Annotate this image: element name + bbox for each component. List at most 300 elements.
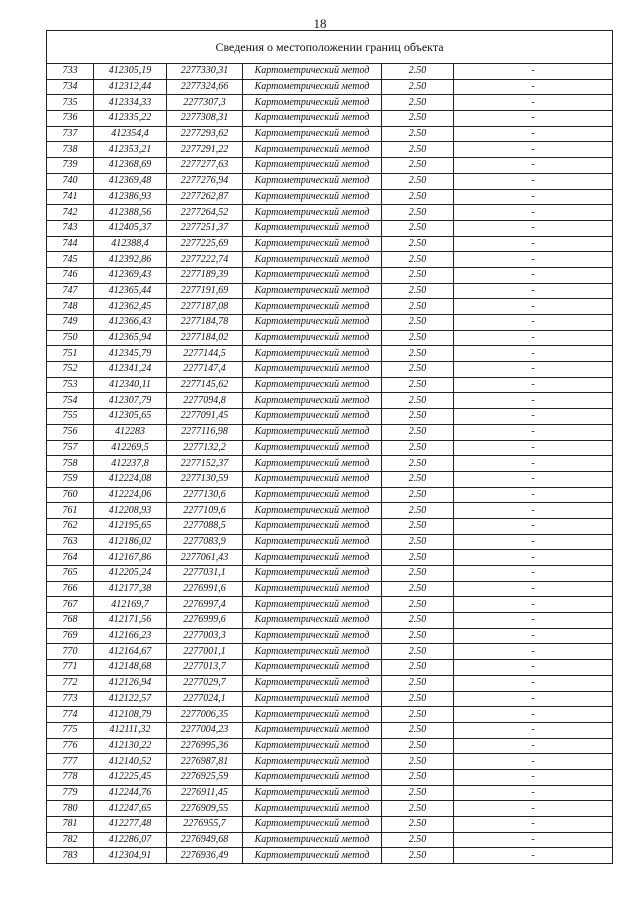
table-row — [47, 158, 613, 174]
point-number-cell: 766 — [47, 581, 94, 597]
point-number-cell: 775 — [47, 722, 94, 738]
precision-cell: 2.50 — [382, 299, 454, 315]
x-coordinate-cell: 412312,44 — [94, 79, 167, 95]
point-number-cell: 756 — [47, 424, 94, 440]
y-coordinate-cell: 2277004,23 — [167, 722, 243, 738]
description-cell: - — [454, 330, 613, 346]
precision-cell: 2.50 — [382, 440, 454, 456]
precision-cell: 2.50 — [382, 503, 454, 519]
y-coordinate-cell: 2277293,62 — [167, 126, 243, 142]
method-cell: Картометрический метод — [243, 315, 382, 331]
y-coordinate-cell: 2277147,4 — [167, 362, 243, 378]
table-row — [47, 79, 613, 95]
point-number-cell: 771 — [47, 660, 94, 676]
precision-cell: 2.50 — [382, 848, 454, 864]
precision-cell: 2.50 — [382, 487, 454, 503]
precision-cell: 2.50 — [382, 550, 454, 566]
x-coordinate-cell: 412224,06 — [94, 487, 167, 503]
method-cell: Картометрический метод — [243, 644, 382, 660]
x-coordinate-cell: 412140,52 — [94, 754, 167, 770]
description-cell: - — [454, 534, 613, 550]
method-cell: Картометрический метод — [243, 566, 382, 582]
x-coordinate-cell: 412126,94 — [94, 675, 167, 691]
method-cell: Картометрический метод — [243, 722, 382, 738]
x-coordinate-cell: 412353,21 — [94, 142, 167, 158]
y-coordinate-cell: 2277088,5 — [167, 518, 243, 534]
method-cell: Картометрический метод — [243, 801, 382, 817]
y-coordinate-cell: 2277184,78 — [167, 315, 243, 331]
point-number-cell: 776 — [47, 738, 94, 754]
precision-cell: 2.50 — [382, 189, 454, 205]
method-cell: Картометрический метод — [243, 189, 382, 205]
description-cell: - — [454, 738, 613, 754]
description-cell: - — [454, 111, 613, 127]
method-cell: Картометрический метод — [243, 252, 382, 268]
method-cell: Картометрический метод — [243, 738, 382, 754]
precision-cell: 2.50 — [382, 722, 454, 738]
y-coordinate-cell: 2277031,1 — [167, 566, 243, 582]
precision-cell: 2.50 — [382, 581, 454, 597]
description-cell: - — [454, 691, 613, 707]
method-cell: Картометрический метод — [243, 111, 382, 127]
method-cell: Картометрический метод — [243, 769, 382, 785]
point-number-cell: 749 — [47, 315, 94, 331]
table-row — [47, 252, 613, 268]
precision-cell: 2.50 — [382, 393, 454, 409]
x-coordinate-cell: 412305,19 — [94, 64, 167, 80]
precision-cell: 2.50 — [382, 142, 454, 158]
table-row — [47, 111, 613, 127]
method-cell: Картометрический метод — [243, 283, 382, 299]
point-number-cell: 761 — [47, 503, 94, 519]
table-row — [47, 769, 613, 785]
method-cell: Картометрический метод — [243, 409, 382, 425]
y-coordinate-cell: 2277130,59 — [167, 471, 243, 487]
point-number-cell: 751 — [47, 346, 94, 362]
description-cell: - — [454, 409, 613, 425]
x-coordinate-cell: 412166,23 — [94, 628, 167, 644]
description-cell: - — [454, 487, 613, 503]
point-number-cell: 750 — [47, 330, 94, 346]
precision-cell: 2.50 — [382, 111, 454, 127]
x-coordinate-cell: 412369,48 — [94, 173, 167, 189]
description-cell: - — [454, 267, 613, 283]
description-cell: - — [454, 707, 613, 723]
x-coordinate-cell: 412305,65 — [94, 409, 167, 425]
precision-cell: 2.50 — [382, 644, 454, 660]
precision-cell: 2.50 — [382, 566, 454, 582]
description-cell: - — [454, 832, 613, 848]
x-coordinate-cell: 412354,4 — [94, 126, 167, 142]
y-coordinate-cell: 2277091,45 — [167, 409, 243, 425]
y-coordinate-cell: 2277225,69 — [167, 236, 243, 252]
method-cell: Картометрический метод — [243, 534, 382, 550]
x-coordinate-cell: 412368,69 — [94, 158, 167, 174]
description-cell: - — [454, 613, 613, 629]
method-cell: Картометрический метод — [243, 440, 382, 456]
y-coordinate-cell: 2277144,5 — [167, 346, 243, 362]
method-cell: Картометрический метод — [243, 126, 382, 142]
precision-cell: 2.50 — [382, 456, 454, 472]
x-coordinate-cell: 412286,07 — [94, 832, 167, 848]
method-cell: Картометрический метод — [243, 550, 382, 566]
description-cell: - — [454, 722, 613, 738]
description-cell: - — [454, 769, 613, 785]
table-row — [47, 95, 613, 111]
method-cell: Картометрический метод — [243, 267, 382, 283]
table-row — [47, 471, 613, 487]
method-cell: Картометрический метод — [243, 754, 382, 770]
method-cell: Картометрический метод — [243, 95, 382, 111]
y-coordinate-cell: 2277024,1 — [167, 691, 243, 707]
description-cell: - — [454, 440, 613, 456]
description-cell: - — [454, 205, 613, 221]
y-coordinate-cell: 2277189,39 — [167, 267, 243, 283]
description-cell: - — [454, 518, 613, 534]
method-cell: Картометрический метод — [243, 64, 382, 80]
point-number-cell: 755 — [47, 409, 94, 425]
precision-cell: 2.50 — [382, 79, 454, 95]
x-coordinate-cell: 412205,24 — [94, 566, 167, 582]
precision-cell: 2.50 — [382, 707, 454, 723]
y-coordinate-cell: 2276991,6 — [167, 581, 243, 597]
y-coordinate-cell: 2277251,37 — [167, 220, 243, 236]
precision-cell: 2.50 — [382, 409, 454, 425]
table-row — [47, 267, 613, 283]
description-cell: - — [454, 801, 613, 817]
x-coordinate-cell: 412224,08 — [94, 471, 167, 487]
precision-cell: 2.50 — [382, 628, 454, 644]
y-coordinate-cell: 2277109,6 — [167, 503, 243, 519]
description-cell: - — [454, 189, 613, 205]
method-cell: Картометрический метод — [243, 220, 382, 236]
table-row — [47, 487, 613, 503]
y-coordinate-cell: 2276997,4 — [167, 597, 243, 613]
precision-cell: 2.50 — [382, 252, 454, 268]
precision-cell: 2.50 — [382, 362, 454, 378]
y-coordinate-cell: 2276909,55 — [167, 801, 243, 817]
precision-cell: 2.50 — [382, 126, 454, 142]
description-cell: - — [454, 581, 613, 597]
method-cell: Картометрический метод — [243, 158, 382, 174]
method-cell: Картометрический метод — [243, 456, 382, 472]
point-number-cell: 748 — [47, 299, 94, 315]
point-number-cell: 765 — [47, 566, 94, 582]
table-row — [47, 189, 613, 205]
point-number-cell: 745 — [47, 252, 94, 268]
x-coordinate-cell: 412237,8 — [94, 456, 167, 472]
x-coordinate-cell: 412334,33 — [94, 95, 167, 111]
method-cell: Картометрический метод — [243, 346, 382, 362]
method-cell: Картометрический метод — [243, 205, 382, 221]
x-coordinate-cell: 412304,91 — [94, 848, 167, 864]
description-cell: - — [454, 158, 613, 174]
point-number-cell: 781 — [47, 817, 94, 833]
description-cell: - — [454, 550, 613, 566]
point-number-cell: 780 — [47, 801, 94, 817]
y-coordinate-cell: 2277277,63 — [167, 158, 243, 174]
description-cell: - — [454, 377, 613, 393]
x-coordinate-cell: 412148,68 — [94, 660, 167, 676]
table-row — [47, 362, 613, 378]
point-number-cell: 752 — [47, 362, 94, 378]
table-row — [47, 817, 613, 833]
precision-cell: 2.50 — [382, 817, 454, 833]
precision-cell: 2.50 — [382, 660, 454, 676]
method-cell: Картометрический метод — [243, 142, 382, 158]
description-cell: - — [454, 315, 613, 331]
table-row — [47, 503, 613, 519]
y-coordinate-cell: 2276999,6 — [167, 613, 243, 629]
point-number-cell: 767 — [47, 597, 94, 613]
table-row — [47, 754, 613, 770]
table-row — [47, 64, 613, 80]
table-row — [47, 660, 613, 676]
x-coordinate-cell: 412122,57 — [94, 691, 167, 707]
x-coordinate-cell: 412167,86 — [94, 550, 167, 566]
table-row — [47, 220, 613, 236]
method-cell: Картометрический метод — [243, 236, 382, 252]
point-number-cell: 742 — [47, 205, 94, 221]
table-row — [47, 346, 613, 362]
method-cell: Картометрический метод — [243, 613, 382, 629]
precision-cell: 2.50 — [382, 597, 454, 613]
description-cell: - — [454, 346, 613, 362]
method-cell: Картометрический метод — [243, 173, 382, 189]
precision-cell: 2.50 — [382, 754, 454, 770]
table-row — [47, 675, 613, 691]
method-cell: Картометрический метод — [243, 330, 382, 346]
x-coordinate-cell: 412186,02 — [94, 534, 167, 550]
precision-cell: 2.50 — [382, 518, 454, 534]
description-cell: - — [454, 597, 613, 613]
precision-cell: 2.50 — [382, 801, 454, 817]
method-cell: Картометрический метод — [243, 362, 382, 378]
table-row — [47, 377, 613, 393]
precision-cell: 2.50 — [382, 832, 454, 848]
description-cell: - — [454, 362, 613, 378]
description-cell: - — [454, 299, 613, 315]
point-number-cell: 738 — [47, 142, 94, 158]
x-coordinate-cell: 412307,79 — [94, 393, 167, 409]
y-coordinate-cell: 2277276,94 — [167, 173, 243, 189]
description-cell: - — [454, 283, 613, 299]
point-number-cell: 741 — [47, 189, 94, 205]
x-coordinate-cell: 412171,56 — [94, 613, 167, 629]
point-number-cell: 740 — [47, 173, 94, 189]
y-coordinate-cell: 2276925,59 — [167, 769, 243, 785]
precision-cell: 2.50 — [382, 205, 454, 221]
description-cell: - — [454, 566, 613, 582]
point-number-cell: 734 — [47, 79, 94, 95]
description-cell: - — [454, 220, 613, 236]
description-cell: - — [454, 79, 613, 95]
table-row — [47, 330, 613, 346]
point-number-cell: 783 — [47, 848, 94, 864]
table-caption: Сведения о местоположении границ объекта — [47, 31, 613, 64]
method-cell: Картометрический метод — [243, 424, 382, 440]
description-cell: - — [454, 393, 613, 409]
y-coordinate-cell: 2277264,52 — [167, 205, 243, 221]
point-number-cell: 772 — [47, 675, 94, 691]
description-cell: - — [454, 142, 613, 158]
x-coordinate-cell: 412169,7 — [94, 597, 167, 613]
precision-cell: 2.50 — [382, 424, 454, 440]
table-row — [47, 440, 613, 456]
x-coordinate-cell: 412405,37 — [94, 220, 167, 236]
precision-cell: 2.50 — [382, 220, 454, 236]
point-number-cell: 768 — [47, 613, 94, 629]
table-row — [47, 205, 613, 221]
method-cell: Картометрический метод — [243, 503, 382, 519]
description-cell: - — [454, 848, 613, 864]
description-cell: - — [454, 817, 613, 833]
table-row — [47, 597, 613, 613]
y-coordinate-cell: 2277191,69 — [167, 283, 243, 299]
point-number-cell: 739 — [47, 158, 94, 174]
precision-cell: 2.50 — [382, 283, 454, 299]
precision-cell: 2.50 — [382, 377, 454, 393]
page-number: 18 — [313, 16, 327, 31]
point-number-cell: 779 — [47, 785, 94, 801]
description-cell: - — [454, 660, 613, 676]
table-row — [47, 848, 613, 864]
y-coordinate-cell: 2277013,7 — [167, 660, 243, 676]
y-coordinate-cell: 2277116,98 — [167, 424, 243, 440]
method-cell: Картометрический метод — [243, 377, 382, 393]
table-row — [47, 456, 613, 472]
point-number-cell: 778 — [47, 769, 94, 785]
point-number-cell: 757 — [47, 440, 94, 456]
x-coordinate-cell: 412195,65 — [94, 518, 167, 534]
precision-cell: 2.50 — [382, 173, 454, 189]
point-number-cell: 758 — [47, 456, 94, 472]
table-row — [47, 550, 613, 566]
x-coordinate-cell: 412388,4 — [94, 236, 167, 252]
x-coordinate-cell: 412388,56 — [94, 205, 167, 221]
table-row — [47, 801, 613, 817]
description-cell: - — [454, 64, 613, 80]
x-coordinate-cell: 412365,94 — [94, 330, 167, 346]
precision-cell: 2.50 — [382, 64, 454, 80]
method-cell: Картометрический метод — [243, 299, 382, 315]
point-number-cell: 754 — [47, 393, 94, 409]
x-coordinate-cell: 412108,79 — [94, 707, 167, 723]
precision-cell: 2.50 — [382, 315, 454, 331]
table-row — [47, 393, 613, 409]
description-cell: - — [454, 236, 613, 252]
table-row — [47, 534, 613, 550]
y-coordinate-cell: 2276955,7 — [167, 817, 243, 833]
x-coordinate-cell: 412244,76 — [94, 785, 167, 801]
description-cell: - — [454, 644, 613, 660]
x-coordinate-cell: 412340,11 — [94, 377, 167, 393]
x-coordinate-cell: 412247,65 — [94, 801, 167, 817]
point-number-cell: 769 — [47, 628, 94, 644]
x-coordinate-cell: 412177,38 — [94, 581, 167, 597]
point-number-cell: 747 — [47, 283, 94, 299]
y-coordinate-cell: 2277132,2 — [167, 440, 243, 456]
description-cell: - — [454, 173, 613, 189]
description-cell: - — [454, 456, 613, 472]
y-coordinate-cell: 2277094,8 — [167, 393, 243, 409]
description-cell: - — [454, 424, 613, 440]
x-coordinate-cell: 412283 — [94, 424, 167, 440]
table-row — [47, 581, 613, 597]
point-number-cell: 746 — [47, 267, 94, 283]
x-coordinate-cell: 412369,43 — [94, 267, 167, 283]
method-cell: Картометрический метод — [243, 393, 382, 409]
table-body — [47, 64, 613, 864]
y-coordinate-cell: 2277291,22 — [167, 142, 243, 158]
y-coordinate-cell: 2277324,66 — [167, 79, 243, 95]
table-row — [47, 707, 613, 723]
description-cell: - — [454, 471, 613, 487]
precision-cell: 2.50 — [382, 236, 454, 252]
method-cell: Картометрический метод — [243, 487, 382, 503]
method-cell: Картометрический метод — [243, 848, 382, 864]
point-number-cell: 764 — [47, 550, 94, 566]
description-cell: - — [454, 126, 613, 142]
point-number-cell: 737 — [47, 126, 94, 142]
precision-cell: 2.50 — [382, 691, 454, 707]
precision-cell: 2.50 — [382, 785, 454, 801]
method-cell: Картометрический метод — [243, 707, 382, 723]
table-row — [47, 644, 613, 660]
table-row — [47, 738, 613, 754]
precision-cell: 2.50 — [382, 158, 454, 174]
point-number-cell: 773 — [47, 691, 94, 707]
method-cell: Картометрический метод — [243, 79, 382, 95]
point-number-cell: 744 — [47, 236, 94, 252]
boundary-table-container — [46, 30, 612, 864]
x-coordinate-cell: 412130,22 — [94, 738, 167, 754]
y-coordinate-cell: 2276936,49 — [167, 848, 243, 864]
precision-cell: 2.50 — [382, 534, 454, 550]
precision-cell: 2.50 — [382, 95, 454, 111]
method-cell: Картометрический метод — [243, 785, 382, 801]
table-row — [47, 722, 613, 738]
x-coordinate-cell: 412386,93 — [94, 189, 167, 205]
x-coordinate-cell: 412335,22 — [94, 111, 167, 127]
description-cell: - — [454, 754, 613, 770]
y-coordinate-cell: 2277061,43 — [167, 550, 243, 566]
point-number-cell: 770 — [47, 644, 94, 660]
point-number-cell: 733 — [47, 64, 94, 80]
point-number-cell: 735 — [47, 95, 94, 111]
x-coordinate-cell: 412269,5 — [94, 440, 167, 456]
x-coordinate-cell: 412362,45 — [94, 299, 167, 315]
y-coordinate-cell: 2277187,08 — [167, 299, 243, 315]
precision-cell: 2.50 — [382, 267, 454, 283]
precision-cell: 2.50 — [382, 330, 454, 346]
point-number-cell: 763 — [47, 534, 94, 550]
method-cell: Картометрический метод — [243, 832, 382, 848]
method-cell: Картометрический метод — [243, 581, 382, 597]
boundary-points-table — [46, 30, 613, 864]
y-coordinate-cell: 2277262,87 — [167, 189, 243, 205]
x-coordinate-cell: 412345,79 — [94, 346, 167, 362]
x-coordinate-cell: 412208,93 — [94, 503, 167, 519]
y-coordinate-cell: 2276995,36 — [167, 738, 243, 754]
table-row — [47, 424, 613, 440]
y-coordinate-cell: 2277029,7 — [167, 675, 243, 691]
method-cell: Картометрический метод — [243, 817, 382, 833]
description-cell: - — [454, 95, 613, 111]
point-number-cell: 753 — [47, 377, 94, 393]
y-coordinate-cell: 2277152,37 — [167, 456, 243, 472]
table-row — [47, 173, 613, 189]
